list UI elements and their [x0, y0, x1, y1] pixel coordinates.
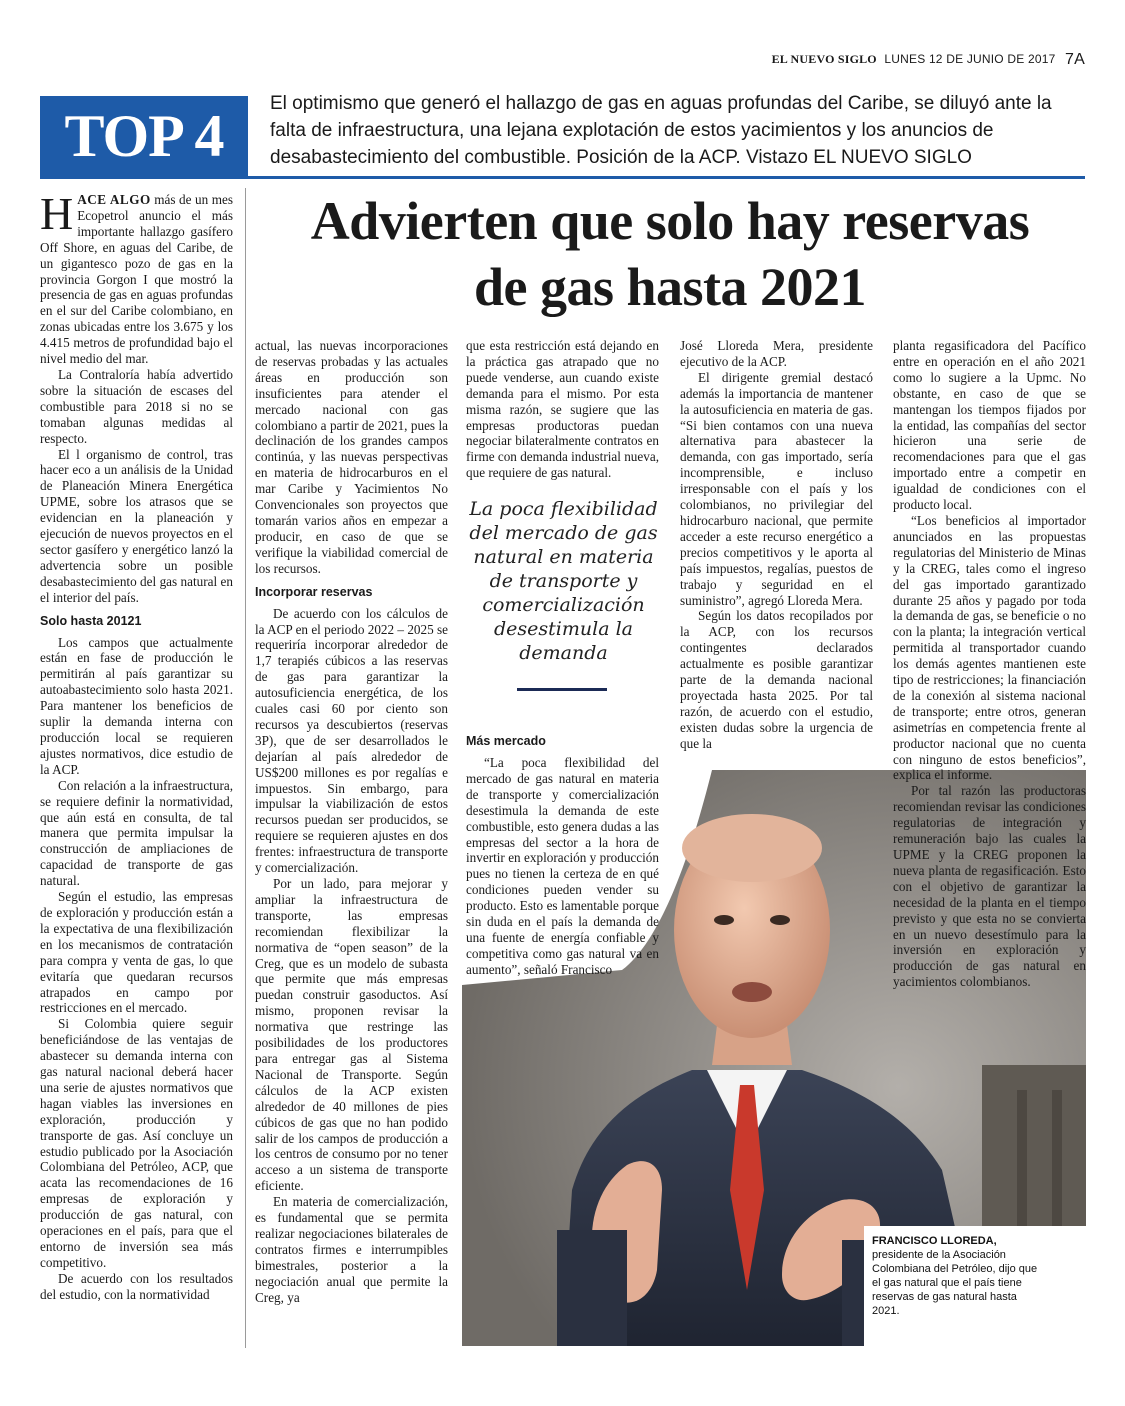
photo-caption: [872, 1234, 1042, 1318]
subheading: Incorporar reservas: [255, 584, 373, 599]
subheading: Más mercado: [466, 734, 546, 748]
column-divider: [245, 188, 246, 1348]
headline-line-2: de gas hasta 2021: [473, 257, 867, 317]
pull-quote-rule: [517, 688, 607, 691]
article-paragraph: “La poca flexibilidad del mercado de gas natural en materia de transporte y comercialización desestimula la demanda de este combustible, esto genera dudas a las empresas del sector a la hora de invertir en exploración y producción pues no tienen la certeza de en qué condiciones pueden vender su producto. Esto es lamentable porque sin duda en el país la demanda de una fuente de energía confiable y competitiva como gas natural va en aumento”, señaló Francisco: [466, 755, 659, 977]
article-paragraph: Con relación a la infraestructura, se requiere definir la normatividad, que aún está en consulta, de tal manera que permita impulsar la construcción de ampliaciones de capacidad de transporte de gas natural.: [40, 777, 233, 889]
article-paragraph: que esta restricción está dejando en la práctica gas atrapado que no puede venderse, aun cuando existe demanda para el mismo. Por esta misma razón, se sugiere que las empresas productoras puedan negociar bilateralmente contratos en firme con demanda industrial nueva, que requiere de gas natural.: [466, 338, 659, 481]
article-paragraph: Por tal razón las productoras recomiendan revisar las condiciones regulatorias de integración y remuneración bajo las cuales la UPME y la CREG proponen la nueva planta de regasificación. Esto con el objetivo de garantizar la necesidad de la planta en el tiempo previsto y que esta no se convierta en un nuevo desestímulo para la inversión en exploración y producción de gas natural en yacimientos colombianos.: [893, 783, 1086, 990]
article-paragraph: “Los beneficios al importador anunciados en las propuestas regulatorias del Ministerio de Minas y la CREG, tales como el ingreso del gas importado garantizado durante 25 años y pagado por toda la demanda de gas, se beneficie o no con la planta; la integración vertical permitida al transportador cuando los demás agentes mantienen este tipo de restricciones; la financiación de la conexión al sistema nacional de transporte; entre otros, generan asimetrías en competencia frente al productor nacional que no cuenta con ninguno de estos beneficios”, explica el informe.: [893, 512, 1086, 783]
article-column-3-continued: [466, 726, 659, 978]
newspaper-brand: EL NUEVO SIGLO: [771, 52, 877, 66]
lead-summary: El optimismo que generó el hallazgo de gas en aguas profundas del Caribe, se diluyó ante la falta de infraestructura, una lejana explotación de estos yacimientos y los anuncios de desabastecimiento del combustible. Posición de la ACP. Vistazo EL NUEVO SIGLO: [270, 93, 1052, 168]
headline: [250, 188, 1090, 320]
article-paragraph: Si Colombia quiere seguir beneficiándose de las ventajas de abastecer su demanda interna con gas natural nacional deberá hacer una serie de ajustes normativos que hagan viables las inversiones en exploración, producción y transporte de gas. Así concluye un estudio publicado por la Asociación Colombiana del Petróleo, ACP, que acata las recomendaciones de 16 empresas de exploración y producción de gas natural, con operaciones en el país, para que el entorno de inversión sea más competitivo.: [40, 1016, 233, 1270]
article-paragraph: El l organismo de control, tras hacer eco a un análisis de la Unidad de Planeación Minera Energética UPME, sobre los atrasos que se evidencian en la planeación y ejecución de nuevos proyectos en el sector gasífero y energético lanzó la advertencia sobre un posible desabastecimiento del gas natural en el interior del país.: [40, 446, 233, 605]
article-paragraph: De acuerdo con los resultados del estudio, con la normatividad: [40, 1270, 233, 1302]
caption-name: FRANCISCO LLOREDA,: [872, 1235, 997, 1247]
article-paragraph: En materia de comercialización, es fundamental que se permita realizar negociaciones bilaterales de contratos firmes e interrumpibles bimestrales, posterior a la negociación anual que permite la Creg, ya: [255, 1194, 448, 1305]
caption-text: presidente de la Asociación Colombiana del Petróleo, dijo que el gas natural que el país tiene reservas de gas natural hasta 2021.: [872, 1249, 1038, 1317]
article-paragraph: Por un lado, para mejorar y ampliar la infraestructura de transporte, las empresas recomiendan flexibilizar la normativa de “open season” de la Creg, que es un modelo de subasta que permite que más empresas puedan construir gasoductos. Así mismo, proponen revisar la normativa que restringe las posibilidades de los productores para entregar gas al Sistema Nacional de Transporte. Según cálculos de la ACP existen alrededor de 40 millones de pies cúbicos de gas que no han podido salir de los campos de producción a los centros de consumo por no tener acceso a un sistema de transporte eficiente.: [255, 876, 448, 1194]
article-column-1: [40, 188, 234, 1303]
section-label: TOP 4: [40, 96, 248, 176]
article-paragraph: La Contraloría había advertido sobre la situación de escases del combustible para 2018 si no se tomaban algunas medidas al respecto.: [40, 366, 233, 446]
page-number: 7A: [1065, 51, 1085, 68]
section-rule: [40, 176, 1085, 179]
article-paragraph: HACE ALGO más de un mes Ecopetrol anuncio el más importante hallazgo gasífero Off Shore, en aguas del Caribe, de un gigantesco pozo de gas en la provincia Gorgon I que mostró la presencia de gas en aguas profundas en el sur del Caribe colombiano, en zonas ubicadas entre los 3.675 y los 4.415 metros de profundidad bajo el nivel medio del mar.: [40, 188, 234, 367]
subheading: Solo hasta 20121: [40, 613, 142, 628]
article-paragraph: El dirigente gremial destacó además la importancia de mantener la autosuficiencia en materia de gas. “Si bien contamos con una nueva alternativa para abastecer la demanda, con gas importado, sería incomprensible, e incluso irresponsable con el país y los colombianos, no privilegiar del hidrocarburo nacional, que permite acceder a este recurso energético a precios competitivos y le aporta al país impuestos, regalías, puestos de trabajo y seguridad en el suministro”, agregó Lloreda Mera.: [680, 369, 873, 608]
article-paragraph: actual, las nuevas incorporaciones de reservas probadas y las actuales áreas en producción son insuficientes para atender el mercado nacional con gas colombiano a partir de 2021, pues la declinación de los grandes campos continúa, y las nuevas perspectivas en materia de hidrocarburos en el mar Caribe y Yacimientos No Convencionales son proyectos que tomarán varios años en empezar a producir, en caso de que se verifique la viabilidad comercial de los recursos.: [255, 338, 448, 576]
article-column-4: [680, 338, 873, 752]
article-column-5: [893, 338, 1086, 990]
article-paragraph: Según los datos recopilados por la ACP, con los recursos contingentes declarados actualmente es posible garantizar parte de la demanda nacional proyectada hasta 2025. Por tal razón, de acuerdo con el estudio, existen dudas sobre la urgencia de que la: [680, 608, 873, 751]
article-column-2: [255, 338, 448, 1305]
article-paragraph: Según el estudio, las empresas de exploración y producción están a la expectativa de una flexibilización en los mecanismos de contratación para compra y venta de gas, lo que evitaría que quedaran recursos atrapados en campo por restricciones en el mercado.: [40, 889, 233, 1016]
page-header: [772, 50, 1085, 68]
lead-caps: ACE ALGO: [77, 192, 151, 207]
article-column-3: [466, 338, 659, 481]
article-paragraph: planta regasificadora del Pacífico entre en operación en el año 2021 como lo sugiere a la Upmc. No obstante, en caso de que se mantengan los tiempos fijados por la entidad, las compañías del sector hicieron una serie de recomendaciones para que el gas importado entre a competir en igualdad de condiciones con el producto local.: [893, 338, 1086, 513]
article-paragraph: De acuerdo con los cálculos de la ACP en el periodo 2022 – 2025 se requeriría incorporar alrededor de 1,7 terapiés cúbicos a las reservas de gas para garantizar la autosuficiencia energética, de los cuales casi 60 por ciento son recursos ya descubiertos (reservas 3P), que de ser desarrollados le dejarían al país alrededor de US$200 millones es por regalías e impuestos. Sin embargo, para impulsar la viabilización de estos recursos puedan ser producidos, se requiere se requieren ajustes en dos frentes: infraestructura de transporte y comercialización.: [255, 605, 448, 876]
article-paragraph: Los campos que actualmente están en fase de producción le permitirán al país garantizar su autoabastecimiento solo hasta 2021. Para mantener los beneficios de suplir la demanda interna con producción local se requieren ajustes normativos, dice estudio de la ACP.: [40, 634, 233, 777]
drop-cap: H: [40, 188, 74, 239]
pull-quote: La poca flexibilidad del mercado de gas natural en materia de transporte y comercialización desestimula la demanda: [469, 498, 658, 664]
article-paragraph: José Lloreda Mera, presidente ejecutivo de la ACP.: [680, 338, 873, 369]
headline-line-1: Advierten que solo hay reservas: [310, 191, 1030, 251]
issue-date: LUNES 12 DE JUNIO DE 2017: [884, 52, 1056, 66]
